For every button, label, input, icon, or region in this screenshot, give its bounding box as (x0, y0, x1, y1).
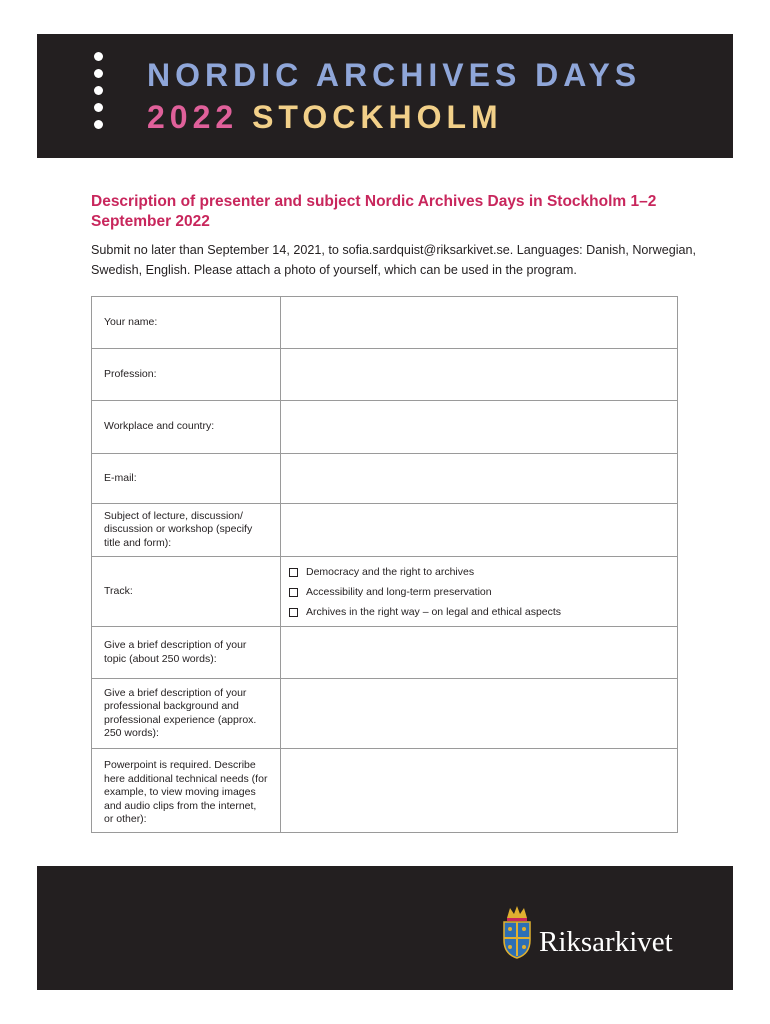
track-option-label: Accessibility and long-term preservation (306, 586, 492, 598)
form-row-name (92, 297, 677, 349)
label-technical-needs: Powerpoint is required. Describe here additional technical needs (for example, to view moving images and audio clips from the internet, or other): (92, 749, 281, 832)
dot (94, 86, 103, 95)
dot (94, 103, 103, 112)
footer-banner (37, 866, 733, 990)
track-option-label: Archives in the right way – on legal and ethical aspects (306, 606, 562, 618)
track-option-accessibility[interactable] (289, 586, 492, 598)
form-row-profession (92, 349, 677, 401)
checkbox[interactable] (289, 588, 298, 597)
form-row-topic (92, 627, 677, 679)
label-email: E-mail: (92, 454, 281, 503)
track-option-democracy[interactable] (289, 566, 474, 578)
dot (94, 120, 103, 129)
label-your-name: Your name: (92, 297, 281, 348)
checkbox[interactable] (289, 568, 298, 577)
email-field[interactable] (281, 454, 677, 503)
label-profession: Profession: (92, 349, 281, 400)
dot (94, 69, 103, 78)
checkbox[interactable] (289, 608, 298, 617)
workplace-field[interactable] (281, 401, 677, 453)
label-workplace: Workplace and country: (92, 401, 281, 453)
dots-decoration (94, 52, 104, 137)
banner-title: NORDIC ARCHIVES DAYS (147, 57, 642, 93)
your-name-field[interactable] (281, 297, 677, 348)
track-options (281, 557, 677, 626)
coat-of-arms-icon (501, 904, 533, 960)
form-row-subject (92, 504, 677, 557)
presenter-form (91, 296, 678, 833)
background-field[interactable] (281, 679, 677, 748)
form-row-email (92, 454, 677, 504)
banner-city: STOCKHOLM (252, 99, 503, 135)
track-option-legal-ethical[interactable] (289, 606, 561, 618)
subject-field[interactable] (281, 504, 677, 556)
technical-needs-field[interactable] (281, 749, 677, 832)
form-row-background (92, 679, 677, 749)
topic-description-field[interactable] (281, 627, 677, 678)
label-track: Track: (92, 557, 281, 626)
label-background: Give a brief description of your professional background and professional experience (approx. 250 words): (92, 679, 281, 748)
riksarkivet-logo-text: Riksarkivet (539, 926, 673, 958)
banner-subtitle (147, 98, 503, 136)
profession-field[interactable] (281, 349, 677, 400)
page-heading: Description of presenter and subject Nordic Archives Days in Stockholm 1–2 September 2022 (91, 193, 657, 230)
track-option-label: Democracy and the right to archives (306, 566, 475, 578)
form-row-technical (92, 749, 677, 832)
form-row-workplace (92, 401, 677, 454)
intro-text: Submit no later than September 14, 2021, to sofia.sardquist@riksarkivet.se. Languages: Danish, Norwegian, Swedish, English. Please attach a photo of yourself, which can be used in the program. (91, 243, 697, 277)
header-banner (37, 34, 733, 158)
dot (94, 52, 103, 61)
form-row-track (92, 557, 677, 627)
label-topic-description: Give a brief description of your topic (about 250 words): (92, 627, 281, 678)
label-subject: Subject of lecture, discussion/ discussion or workshop (specify title and form): (92, 504, 281, 556)
banner-year: 2022 (147, 99, 239, 135)
